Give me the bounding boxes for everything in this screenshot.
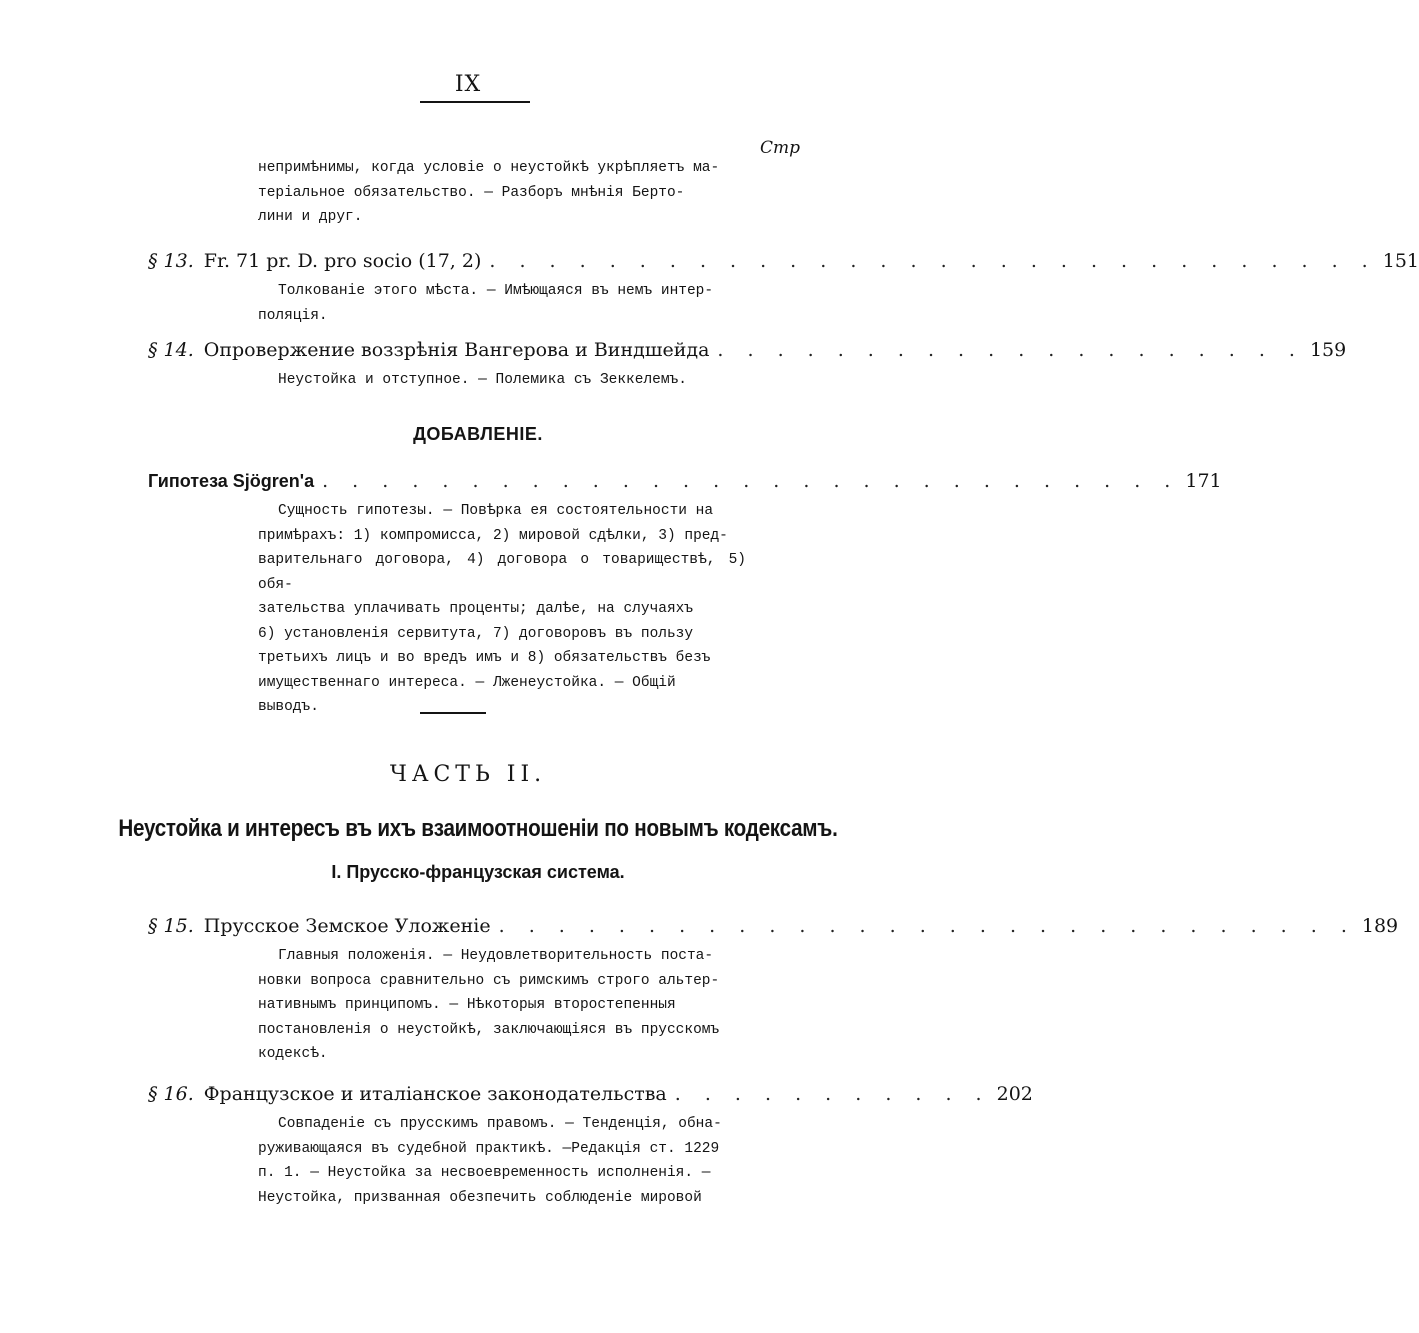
page-ref: 171 xyxy=(1185,470,1222,492)
entry-title: Прусское Земское Уложеніе xyxy=(203,915,491,937)
part-heading: ЧАСТЬ II. xyxy=(389,762,547,787)
entry-description xyxy=(258,368,746,393)
page-ref: 189 xyxy=(1361,915,1399,937)
desc-line: теріальное обязательство. — Разборъ мнѣнія Берто- xyxy=(258,184,685,201)
entry-title: Fr. 71 pr. D. pro socio (17, 2) xyxy=(203,250,482,272)
page-number: IX xyxy=(454,72,482,97)
desc-line: варительнаго договора, 4) договора о товариществѣ, 5) обя- xyxy=(258,552,746,593)
toc-entry[interactable] xyxy=(148,470,1222,492)
entry-title: Гипотеза Sjögren'a xyxy=(148,471,315,491)
desc-line: Толкованіе этого мѣста. — Имѣющаяся въ немъ интер- xyxy=(278,283,714,299)
entry-description xyxy=(258,499,746,720)
entry-description xyxy=(258,944,746,1067)
entry-description xyxy=(258,279,746,328)
entry-title: Французское и италіанское законодательства xyxy=(203,1083,667,1105)
desc-line: третьихъ лицъ и во вредъ имъ и 8) обязательствъ безъ xyxy=(258,650,711,666)
toc-entry[interactable] xyxy=(148,915,1399,937)
leader-dots: . . . . . . . . . . . . . . . . . . . . . . . . . . . . . xyxy=(322,470,1180,492)
continued-description xyxy=(258,156,746,230)
desc-line: 6) установленія сервитута, 7) договоровъ въ пользу xyxy=(258,625,694,642)
section-number: § 16. xyxy=(148,1083,194,1105)
desc-line: примѣрахъ: 1) компромисса, 2) мировой сдѣлки, 3) пред- xyxy=(258,527,728,544)
desc-line: кодексѣ. xyxy=(258,1046,328,1062)
leader-dots: . . . . . . . . . . . . . . . . . . . . xyxy=(717,339,1304,361)
section-number: § 15. xyxy=(148,915,194,937)
desc-line: Неустойка и отступное. — Полемика съ Зеккелемъ. xyxy=(278,372,687,388)
desc-line: имущественнаго интереса. — Лженеустойка. — Общій xyxy=(258,674,676,691)
leader-dots: . . . . . . . . . . . . . . . . . . . . . . . . . . . . . . xyxy=(489,250,1377,272)
desc-line: п. 1. — Неустойка за несвоевременность исполненія. — xyxy=(258,1165,711,1181)
section-number: § 14. xyxy=(148,339,194,361)
desc-line: руживающаяся въ судебной практикѣ. —Редакція ст. 1229 xyxy=(258,1140,720,1157)
page-ref: 159 xyxy=(1309,339,1347,361)
entry-description xyxy=(258,1112,746,1210)
desc-line: лини и друг. xyxy=(258,209,363,225)
desc-line: Неустойка, призванная обезпечить соблюденіе мировой xyxy=(258,1189,702,1206)
desc-line: Совпаденіе съ прусскимъ правомъ. — Тенденція, обна- xyxy=(278,1116,722,1132)
toc-entry[interactable] xyxy=(148,250,1419,272)
desc-line: непримѣнимы, когда условіе о неустойкѣ укрѣпляетъ ма- xyxy=(258,160,720,176)
part-title: Неустойка и интересъ въ ихъ взаимоотношеніи по новымъ кодексамъ. xyxy=(118,815,838,842)
page-ref: 151 xyxy=(1382,250,1419,272)
desc-line: зательства уплачивать проценты; далѣе, на случаяхъ xyxy=(258,601,694,617)
desc-line: поляція. xyxy=(258,307,328,324)
toc-entry[interactable] xyxy=(148,339,1347,361)
page-column-header: Стр xyxy=(759,138,800,158)
section-number: § 13. xyxy=(148,250,194,272)
header-rule xyxy=(420,101,530,103)
desc-line: выводъ. xyxy=(258,699,319,715)
toc-entry[interactable] xyxy=(148,1083,1033,1105)
page-ref: 202 xyxy=(996,1083,1033,1105)
leader-dots: . . . . . . . . . . . xyxy=(674,1083,991,1105)
entry-title: Опровержение воззрѣнія Вангерова и Виндшейда xyxy=(203,339,710,361)
desc-line: новки вопроса сравнительно съ римскимъ строго альтер- xyxy=(258,972,720,989)
appendix-heading: ДОБАВЛЕНІЕ. xyxy=(413,424,543,444)
desc-line: постановленія о неустойкѣ, заключающіяся въ прусскомъ xyxy=(258,1021,720,1038)
subsection-heading: I. Прусско-французская система. xyxy=(331,862,625,882)
leader-dots: . . . . . . . . . . . . . . . . . . . . . . . . . . . . . xyxy=(498,915,1356,937)
desc-line: Главныя положенія. — Неудовлетворительность поста- xyxy=(278,948,714,964)
desc-line: нативнымъ принципомъ. — Нѣкоторыя второстепенныя xyxy=(258,997,676,1013)
desc-line: Сущность гипотезы. — Повѣрка ея состоятельности на xyxy=(278,503,714,519)
section-divider xyxy=(420,712,486,714)
